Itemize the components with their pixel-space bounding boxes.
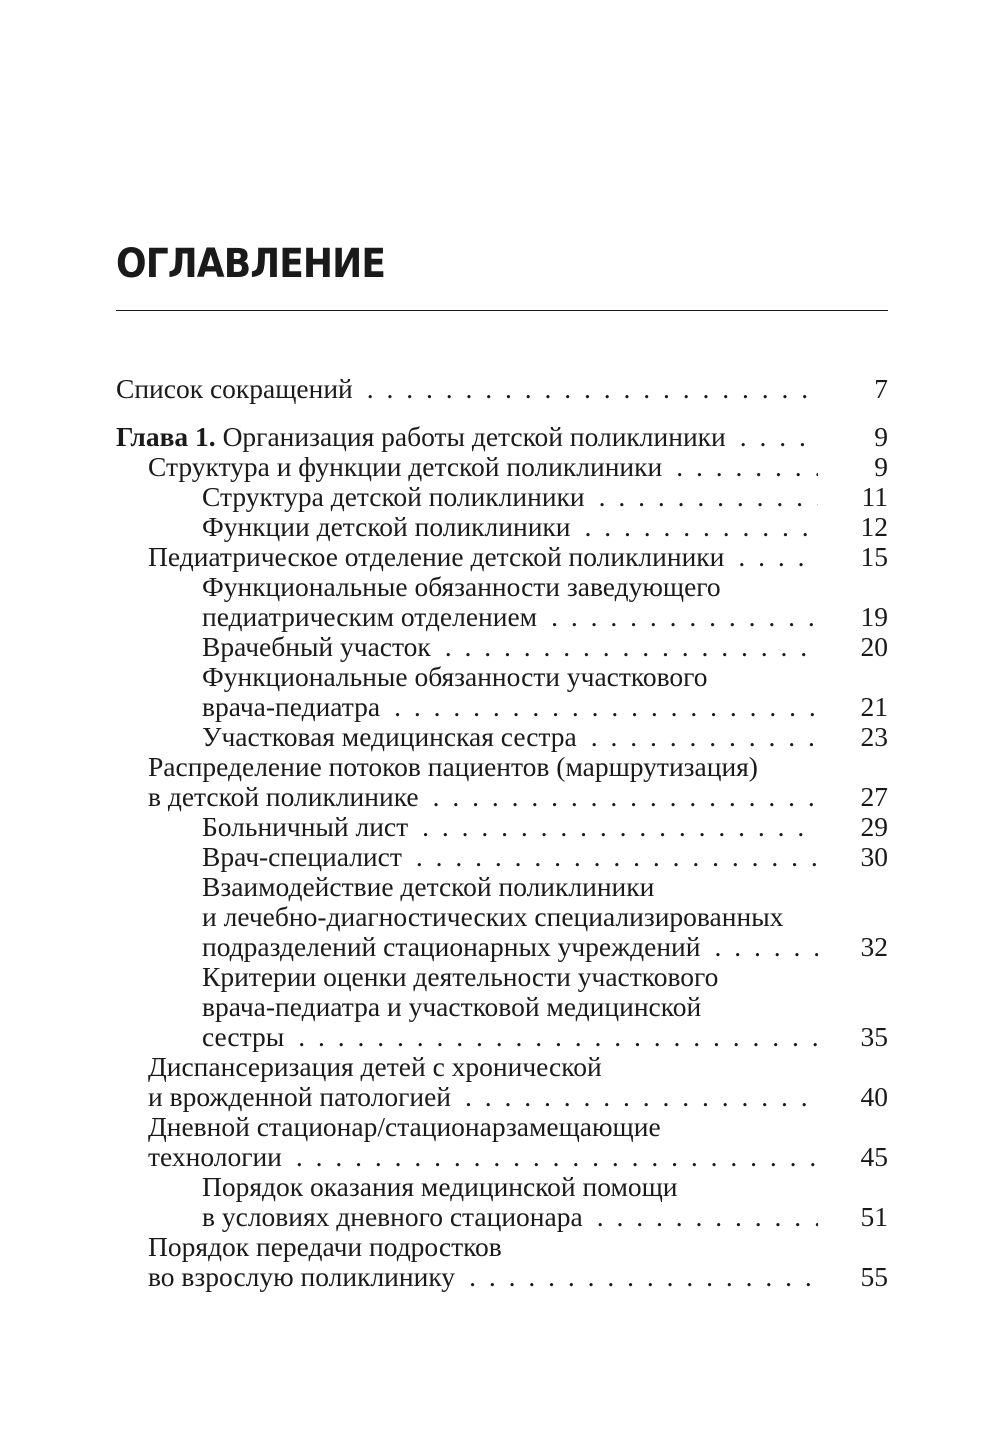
toc-entry xyxy=(116,632,888,662)
toc-entry-line xyxy=(202,692,888,722)
page-number: 19 xyxy=(860,601,888,632)
table-of-contents xyxy=(116,374,888,1292)
toc-entry-text xyxy=(202,901,783,932)
page-number: 40 xyxy=(860,1081,888,1112)
toc-entry-line xyxy=(116,422,888,452)
toc-line-text: Участковая медицинская сестра xyxy=(202,721,577,752)
toc-line-text: сестры xyxy=(202,1021,285,1052)
toc-entry xyxy=(116,572,888,632)
toc-line-text: Дневной стационар/стационарзамещающие xyxy=(148,1111,661,1142)
toc-entry xyxy=(116,812,888,842)
toc-entry-text xyxy=(202,512,571,542)
toc-entry-line xyxy=(202,722,888,752)
toc-entry-text xyxy=(148,751,758,782)
toc-entry xyxy=(116,1052,888,1112)
toc-line-text: врача-педиатра xyxy=(202,691,381,722)
toc-entry-line xyxy=(202,992,888,1022)
page-title: ОГЛАВЛЕНИЕ xyxy=(116,241,386,287)
toc-entry-line xyxy=(202,932,888,962)
toc-line-text: Структура и функции детской поликлиники xyxy=(148,451,663,482)
toc-entry-text xyxy=(148,1051,602,1082)
toc-entry-line xyxy=(202,512,888,542)
dot-leader xyxy=(433,782,818,812)
dot-leader xyxy=(597,1202,818,1232)
toc-entry xyxy=(116,374,888,404)
toc-line-text: Функциональные обязанности заведующего xyxy=(202,571,721,602)
dot-leader xyxy=(738,542,818,572)
page-number: 15 xyxy=(860,541,888,572)
dot-leader xyxy=(296,1142,818,1172)
toc-entry-line xyxy=(202,842,888,872)
toc-line-text: Функции детской поликлиники xyxy=(202,511,571,542)
toc-entry-text xyxy=(202,1171,678,1202)
chapter-label: Глава 1. xyxy=(116,421,216,452)
toc-line-text: технологии xyxy=(148,1141,282,1172)
toc-entry-text xyxy=(202,571,721,602)
page-number: 23 xyxy=(860,721,888,752)
dot-leader xyxy=(422,812,818,842)
toc-entry-line xyxy=(202,962,888,992)
toc-line-text: Врачебный участок xyxy=(202,631,431,662)
toc-entry-line xyxy=(202,632,888,662)
toc-entry-line xyxy=(148,542,888,572)
page-number: 55 xyxy=(860,1261,888,1292)
toc-line-text: Диспансеризация детей с хронической xyxy=(148,1051,602,1082)
toc-entry xyxy=(116,1232,888,1292)
toc-entry-text xyxy=(148,1082,451,1112)
toc-line-text: Больничный лист xyxy=(202,811,409,842)
dot-leader xyxy=(465,1082,818,1112)
toc-line-text: Порядок передачи подростков xyxy=(148,1231,502,1262)
dot-leader xyxy=(714,932,818,962)
toc-line-text: Список сокращений xyxy=(116,373,353,404)
toc-entry-line xyxy=(202,872,888,902)
page-number: 35 xyxy=(860,1021,888,1052)
dot-leader xyxy=(298,1022,818,1052)
toc-line-text: Структура детской поликлиники xyxy=(202,481,585,512)
toc-entry-line xyxy=(202,1202,888,1232)
dot-leader xyxy=(367,374,818,404)
toc-entry xyxy=(116,962,888,1052)
toc-entry-text xyxy=(116,374,353,404)
toc-entry xyxy=(116,842,888,872)
toc-line-text: в детской поликлинике xyxy=(148,781,419,812)
toc-entry xyxy=(116,722,888,752)
title-divider xyxy=(116,310,888,311)
toc-entry-line xyxy=(148,752,888,782)
toc-line-text: в условиях дневного стационара xyxy=(202,1201,583,1232)
toc-entry-line xyxy=(148,1232,888,1262)
toc-entry-text xyxy=(148,1111,661,1142)
toc-entry xyxy=(116,752,888,812)
toc-line-text: педиатрическим отделением xyxy=(202,601,538,632)
dot-leader xyxy=(394,692,818,722)
toc-line-text: во взрослую поликлинику xyxy=(148,1261,456,1292)
dot-leader xyxy=(585,512,819,542)
toc-entry-text xyxy=(202,842,402,872)
toc-line-text: Врач-специалист xyxy=(202,841,402,872)
toc-entry xyxy=(116,872,888,962)
dot-leader xyxy=(551,602,818,632)
toc-entry-line xyxy=(202,1022,888,1052)
toc-entry-text xyxy=(148,782,419,812)
page-number: 9 xyxy=(874,451,888,482)
toc-entry-line xyxy=(202,812,888,842)
page-number: 29 xyxy=(860,811,888,842)
toc-entry-text xyxy=(148,1231,502,1262)
toc-entry-text xyxy=(202,812,408,842)
toc-entry-line xyxy=(202,902,888,932)
toc-line-text: подразделений стационарных учреждений xyxy=(202,931,701,962)
toc-entry xyxy=(116,542,888,572)
toc-entry xyxy=(116,512,888,542)
page-number: 51 xyxy=(860,1201,888,1232)
toc-entry xyxy=(116,1172,888,1232)
toc-entry-line xyxy=(116,374,888,404)
dot-leader xyxy=(469,1262,818,1292)
toc-entry-text xyxy=(202,871,654,902)
toc-entry-text xyxy=(148,542,724,572)
toc-entry-text xyxy=(202,1202,583,1232)
page-number: 9 xyxy=(874,421,888,452)
toc-entry-line xyxy=(148,1142,888,1172)
page-number: 20 xyxy=(860,631,888,662)
toc-entry-line xyxy=(202,1172,888,1202)
toc-entry-line xyxy=(202,602,888,632)
toc-entry-line xyxy=(202,482,888,512)
toc-entry-line xyxy=(148,1112,888,1142)
page-number: 12 xyxy=(860,511,888,542)
dot-leader xyxy=(416,842,818,872)
toc-line-text: врача-педиатра и участковой медицинской xyxy=(202,991,702,1022)
toc-entry-line xyxy=(148,452,888,482)
toc-entry-line xyxy=(148,1262,888,1292)
toc-line-text: Критерии оценки деятельности участкового xyxy=(202,961,719,992)
toc-entry-text xyxy=(202,661,708,692)
page-number: 45 xyxy=(860,1141,888,1172)
page-number: 32 xyxy=(860,931,888,962)
page-number: 7 xyxy=(874,373,888,404)
toc-line-text: Педиатрическое отделение детской поликлиники xyxy=(148,541,725,572)
toc-entry-text xyxy=(148,452,662,482)
page-number: 27 xyxy=(860,781,888,812)
toc-entry xyxy=(116,1112,888,1172)
toc-line-text: и лечебно-диагностических специализированных xyxy=(202,901,784,932)
toc-line-text: Распределение потоков пациентов (маршрутизация) xyxy=(148,751,758,782)
toc-entry xyxy=(116,482,888,512)
page-number: 30 xyxy=(860,841,888,872)
toc-entry-text xyxy=(202,602,537,632)
dot-leader xyxy=(445,632,818,662)
dot-leader xyxy=(676,452,818,482)
toc-entry-text xyxy=(202,1022,284,1052)
toc-entry-line xyxy=(202,572,888,602)
toc-entry-line xyxy=(148,782,888,812)
toc-entry-text xyxy=(202,692,380,722)
toc-entry-text xyxy=(202,722,577,752)
toc-entry-text xyxy=(148,1262,455,1292)
toc-line-text: Порядок оказания медицинской помощи xyxy=(202,1171,678,1202)
toc-entry-line xyxy=(202,662,888,692)
toc-line-text: Функциональные обязанности участкового xyxy=(202,661,708,692)
dot-leader xyxy=(740,422,818,452)
toc-entry-text xyxy=(202,632,431,662)
toc-line-text: и врожденной патологией xyxy=(148,1081,452,1112)
toc-entry-text xyxy=(148,1142,282,1172)
toc-entry-line xyxy=(148,1052,888,1082)
toc-entry-text xyxy=(202,961,718,992)
toc-entry-line xyxy=(148,1082,888,1112)
toc-line-text: Взаимодействие детской поликлиники xyxy=(202,871,655,902)
page-number: 21 xyxy=(860,691,888,722)
toc-entry xyxy=(116,422,888,452)
toc-entry xyxy=(116,662,888,722)
page-number: 11 xyxy=(861,481,888,512)
toc-entry-text xyxy=(202,991,701,1022)
dot-leader xyxy=(599,482,818,512)
toc-entry-text xyxy=(116,422,726,452)
dot-leader xyxy=(591,722,818,752)
toc-line-text: Организация работы детской поликлиники xyxy=(222,421,726,452)
toc-entry-text xyxy=(202,482,585,512)
toc-entry xyxy=(116,452,888,482)
toc-entry-text xyxy=(202,932,700,962)
